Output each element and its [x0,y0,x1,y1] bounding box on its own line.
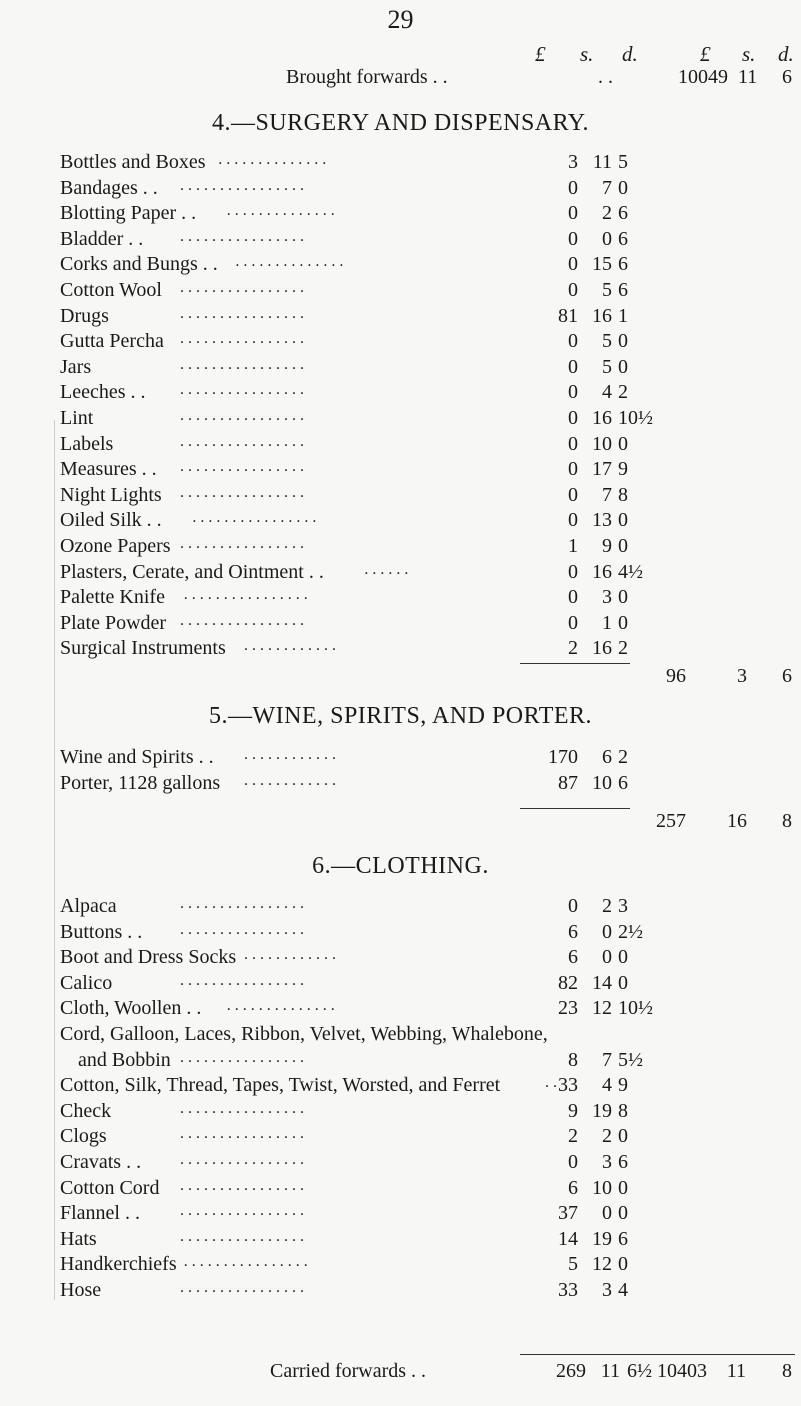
amount-shillings: 4 [602,381,612,404]
ledger-row-label: Bladder . . [60,227,144,250]
ledger-row-label: Alpaca [60,895,117,917]
section-title-wine: 5.—WINE, SPIRITS, AND PORTER. [208,703,593,729]
amount-shillings: 16 [592,304,612,327]
leader-dots: . . . . . . . . . . . . . . . . [180,176,304,194]
section-surgery-total-shillings: 3 [737,665,747,687]
amount-pence: 0 [618,355,628,378]
amount-pounds: 0 [568,253,578,276]
amount-pounds: 0 [568,330,578,353]
leader-dots: . . . . . . . . . . . . [244,772,336,789]
amount-shillings: 11 [592,151,612,173]
ledger-row-label: Leeches . . [60,381,146,404]
amount-pounds: 0 [568,458,578,481]
ledger-row-label: Check [60,1099,112,1122]
carried-forward-label: Carried forwards . . [270,1360,427,1382]
amount-pounds: 14 [558,1227,578,1250]
ledger-row-label: Handkerchiefs [60,1253,177,1276]
amount-pence: 6 [618,253,628,276]
amount-pounds: 82 [558,971,578,994]
amount-pounds: 0 [568,611,578,634]
ledger-row-label: Palette Knife [60,586,165,609]
ledger-row-label: Flannel . . [60,1202,140,1225]
amount-shillings: 16 [592,637,612,660]
amount-shillings: 5 [602,279,612,301]
ledger-row [0,1074,801,1100]
leader-dots: . . . . . . . . . . . . [244,637,336,655]
section-wine-total-pounds: 257 [656,810,686,832]
amount-shillings: 16 [592,407,612,429]
ledger-row [0,612,801,638]
header-pence-symbol-2: d. [778,42,794,66]
leader-dots: . . . . . . . . . . . . . . . . [183,1253,308,1271]
amount-pence: 10½ [618,997,653,1020]
amount-pounds: 0 [568,895,578,917]
ledger-row [0,1100,801,1126]
ledger-row-label: Night Lights [60,483,162,506]
ledger-row [0,279,801,305]
amount-pounds: 0 [568,586,578,609]
leader-dots: . . . . . . . . . . . . . . . . [180,1125,304,1143]
carried-forward-shillings-2: 11 [726,1360,746,1382]
carried-forward-rule [520,1354,795,1355]
ledger-row-label: Boot and Dress Socks [60,946,237,969]
amount-pence: 6 [618,279,628,301]
amount-pounds: 0 [568,407,578,429]
ledger-row-label: Bottles and Boxes [60,151,206,173]
ledger-row [0,458,801,484]
leader-dots: . . . . . . . . . . . . . . [226,202,335,220]
leader-dots: . . . . . . . . . . . . . . . . [180,535,304,552]
carried-forward-shillings: 11 [600,1360,620,1382]
amount-pence: 8 [618,483,628,506]
amount-pence: 0 [618,611,628,634]
ledger-row-label: Cotton Wool [60,279,162,301]
amount-shillings: 0 [602,1202,612,1225]
leader-dots: . . . . . . [364,560,409,578]
ledger-row-label: and Bobbin [78,1048,171,1071]
amount-pounds: 0 [568,483,578,506]
amount-pence: 4½ [618,560,643,583]
amount-shillings: 16 [592,560,612,583]
amount-pence: 9 [618,458,628,481]
amount-shillings: 19 [592,1227,612,1250]
brought-forward-pence: 6 [782,66,792,88]
amount-shillings: 2 [602,202,612,225]
amount-pence: 0 [618,509,628,532]
amount-shillings: 2 [602,895,612,917]
ledger-row [0,433,801,459]
amount-pounds: 0 [568,227,578,250]
amount-pence: 0 [618,1253,628,1276]
section-surgery-total-pence: 6 [782,665,792,687]
ledger-row [0,1253,801,1279]
amount-pence: 2 [618,637,628,660]
ledger-row [0,253,801,279]
ledger-row-label: Plasters, Cerate, and Ointment . . [60,560,324,583]
header-pounds-symbol: £ [535,42,546,66]
leader-dots: . . . . . . . . . . . . . . . . [180,1279,304,1296]
amount-shillings: 2 [602,1125,612,1148]
amount-shillings: 12 [592,997,612,1020]
ledger-row [0,151,801,177]
leader-dots: . . . . . . . . . . . . . . . . [180,432,304,450]
leader-dots: . . . . . . . . . . . . . . . . [180,1099,304,1117]
ledger-row [0,1202,801,1228]
amount-pence: 6 [618,772,628,794]
ledger-row [0,305,801,331]
brought-forward-row [0,66,801,92]
ledger-row [0,177,801,203]
amount-shillings: 6 [602,746,612,768]
amount-pounds: 33 [558,1074,578,1097]
ledger-row [0,535,801,561]
amount-pounds: 0 [568,202,578,225]
ledger-row-label: Hose [60,1279,102,1301]
amount-pence: 0 [618,946,628,969]
amount-pence: 0 [618,176,628,199]
brought-forward-dots: . . [598,66,613,88]
amount-shillings: 1 [602,611,612,634]
amount-shillings: 7 [602,483,612,506]
amount-pounds: 2 [568,637,578,660]
ledger-row [0,1177,801,1203]
amount-pence: 0 [618,971,628,994]
amount-pounds: 6 [568,920,578,943]
amount-pounds: 37 [558,1202,578,1225]
amount-pence: 2 [618,746,628,768]
ledger-row-label: Lint [60,407,94,429]
leader-dots: . . . . . . . . . . . . . . . . [180,381,304,399]
section-title-surgery: 4.—SURGERY AND DISPENSARY. [211,110,590,136]
section-wine-total-row [0,810,801,836]
leader-dots: . . . . . . . . . . . . . . . . [180,407,304,424]
leader-dots: . . . . . . . . . . . . . . . . [180,920,304,938]
amount-pounds: 0 [568,355,578,378]
amount-pence: 0 [618,586,628,609]
ledger-row-label: Cord, Galloon, Laces, Ribbon, Velvet, Webbing, Whalebone, [60,1023,548,1045]
amount-shillings: 14 [592,971,612,994]
ledger-row-label: Cotton, Silk, Thread, Tapes, Twist, Worsted, and Ferret [60,1074,501,1097]
ledger-row-label: Wine and Spirits . . [60,746,214,768]
amount-pence: 10½ [618,407,653,429]
ledger-row-label: Labels [60,432,114,455]
amount-pounds: 81 [558,304,578,327]
leader-dots: . . . . . . . . . . . . . . . . [183,586,308,604]
amount-shillings: 7 [602,176,612,199]
ledger-row [0,895,801,921]
ledger-row [0,484,801,510]
leader-dots: . . . . . . . . . . . . . . . . [180,458,304,476]
amount-pounds: 8 [568,1048,578,1071]
ledger-row [0,228,801,254]
leader-dots: . . . . . . . . . . . . . . . . [180,304,304,322]
amount-shillings: 19 [592,1099,612,1122]
amount-pence: 0 [618,432,628,455]
ledger-row [0,1023,801,1049]
ledger-row [0,586,801,612]
page-number: 29 [387,5,414,34]
leader-dots: . . . . . . . . . . . . . . . . [180,1151,304,1168]
amount-shillings: 10 [592,772,612,794]
leader-dots: . . . . . . . . . . . . . . . . [180,355,304,373]
ledger-row [0,202,801,228]
amount-pence: 2½ [618,920,643,943]
section-wine-total-shillings: 16 [727,810,747,832]
ledger-row [0,997,801,1023]
amount-pence: 0 [618,1176,628,1199]
amount-pounds: 9 [568,1099,578,1122]
amount-pence: 6 [618,1227,628,1250]
amount-pounds: 5 [568,1253,578,1276]
header-pence-symbol: d. [622,42,638,66]
ledger-row [0,1125,801,1151]
leader-dots: . . . . . . . . . . . . . . [226,997,335,1015]
amount-pence: 6 [618,227,628,250]
ledger-row [0,509,801,535]
leader-dots: . . . . . . . . . . . . . . . . [180,895,304,912]
ledger-row [0,356,801,382]
amount-pounds: 6 [568,1176,578,1199]
amount-pounds: 0 [568,176,578,199]
leader-dots: . . . . . . . . . . . . [244,946,336,964]
ledger-row [0,1279,801,1305]
leader-dots: . . . . . . . . . . . . . . . . [180,1048,304,1066]
header-shillings-symbol: s. [580,42,594,66]
ledger-row-label: Drugs [60,304,109,327]
section-wine-total-rule [520,808,630,809]
ledger-row-label: Clogs [60,1125,107,1148]
amount-pence: 0 [618,330,628,353]
carried-forward-pounds-2: 10403 [657,1360,707,1382]
ledger-row-label: Corks and Bungs . . [60,253,218,276]
carried-forward-row [0,1360,801,1386]
section-surgery-total-row [0,665,801,691]
amount-shillings: 15 [592,253,612,276]
ledger-row-label: Cotton Cord [60,1176,160,1199]
ledger-row [0,746,801,772]
ledger-row [0,330,801,356]
amount-pounds: 6 [568,946,578,969]
leader-dots: . . . . . . . . . . . . . . . . [180,611,304,629]
amount-pence: 0 [618,1125,628,1148]
amount-shillings: 7 [602,1048,612,1071]
leader-dots: . . . . . . . . . . . . . . . . [180,330,304,348]
amount-pence: 0 [618,1202,628,1225]
amount-pence: 5 [618,151,628,173]
leader-dots: . . . . . . . . . . . . [244,746,336,763]
ledger-row-label: Cravats . . [60,1151,142,1173]
ledger-row-label: Surgical Instruments [60,637,226,660]
ledger-row-label: Plate Powder [60,611,167,634]
leader-dots: . . . . . . . . . . . . . . . . [180,1227,304,1245]
carried-forward-pence: 6½ [627,1360,652,1382]
ledger-row-label: Measures . . [60,458,157,481]
amount-pence: 2 [618,381,628,404]
amount-pence: 8 [618,1099,628,1122]
leader-dots: . . . . . . . . . . . . . . [218,151,327,168]
header-pounds-symbol-2: £ [700,42,711,66]
leader-dots: . . . . . . . . . . . . . . . . [180,483,304,501]
amount-pounds: 0 [568,432,578,455]
amount-pounds: 2 [568,1125,578,1148]
amount-pounds: 0 [568,509,578,532]
leader-dots: . . . . . . . . . . . . . . [235,253,344,271]
ledger-row [0,1151,801,1177]
section-wine-total-pence: 8 [782,810,792,832]
amount-pounds: 0 [568,381,578,404]
amount-pounds: 0 [568,279,578,301]
ledger-row-label: Blotting Paper . . [60,202,197,225]
amount-pence: 3 [618,895,628,917]
amount-shillings: 3 [602,1151,612,1173]
amount-pounds: 3 [568,151,578,173]
carried-forward-pence-2: 8 [782,1360,792,1382]
ledger-row [0,407,801,433]
amount-shillings: 5 [602,355,612,378]
ledger-row [0,921,801,947]
amount-pence: 0 [618,535,628,557]
amount-shillings: 12 [592,1253,612,1276]
amount-shillings: 0 [602,227,612,250]
header-shillings-symbol-2: s. [742,42,756,66]
amount-shillings: 10 [592,1176,612,1199]
ledger-row [0,772,801,798]
amount-pence: 6 [618,202,628,225]
brought-forward-pounds: 10049 [678,66,728,88]
leader-dots: . . . . . . . . . . . . . . . . [180,1202,304,1220]
ledger-row [0,637,801,663]
amount-shillings: 0 [602,946,612,969]
section-surgery-total-pounds: 96 [666,665,686,687]
ledger-row-label: Ozone Papers [60,535,171,557]
ledger-row-label: Porter, 1128 gallons [60,772,221,794]
ledger-row [0,561,801,587]
amount-shillings: 3 [602,586,612,609]
brought-forward-label: Brought forwards . . [286,66,448,88]
amount-pence: 5½ [618,1048,643,1071]
section-title-clothing: 6.—CLOTHING. [312,853,489,879]
ledger-row-label: Buttons . . [60,920,143,943]
leader-dots: . . [545,1074,557,1092]
amount-pounds: 170 [548,746,578,768]
amount-pounds: 0 [568,560,578,583]
leader-dots: . . . . . . . . . . . . . . . . [192,509,317,527]
ledger-row-label: Oiled Silk . . [60,509,162,532]
ledger-row [0,972,801,998]
amount-pounds: 0 [568,1151,578,1173]
carried-forward-pounds: 269 [556,1360,586,1382]
amount-shillings: 3 [602,1279,612,1301]
amount-pence: 1 [618,304,628,327]
amount-shillings: 4 [602,1074,612,1097]
leader-dots: . . . . . . . . . . . . . . . . [180,279,304,296]
amount-pounds: 33 [558,1279,578,1301]
ledger-row [0,1228,801,1254]
ledger-row-label: Bandages . . [60,176,158,199]
amount-pounds: 23 [558,997,578,1020]
leader-dots: . . . . . . . . . . . . . . . . [180,971,304,989]
ledger-row-label: Gutta Percha [60,330,164,353]
brought-forward-shillings: 11 [738,66,758,88]
ledger-row-label: Jars [60,355,92,378]
amount-shillings: 5 [602,330,612,353]
amount-shillings: 9 [602,535,612,557]
amount-shillings: 10 [592,432,612,455]
leader-dots: . . . . . . . . . . . . . . . . [180,1176,304,1194]
ledger-row [0,381,801,407]
leader-dots: . . . . . . . . . . . . . . . . [180,227,304,245]
amount-pounds: 1 [568,535,578,557]
ledger-row-label: Cloth, Woollen . . [60,997,202,1020]
ledger-row [0,1049,801,1075]
amount-pence: 4 [618,1279,628,1301]
section-surgery-total-rule [520,663,630,664]
ledger-row [0,946,801,972]
amount-shillings: 13 [592,509,612,532]
amount-shillings: 0 [602,920,612,943]
ledger-row-label: Calico [60,971,113,994]
amount-pence: 6 [618,1151,628,1173]
amount-pence: 9 [618,1074,628,1097]
amount-shillings: 17 [592,458,612,481]
ledger-row-label: Hats [60,1227,97,1250]
amount-pounds: 87 [558,772,578,794]
